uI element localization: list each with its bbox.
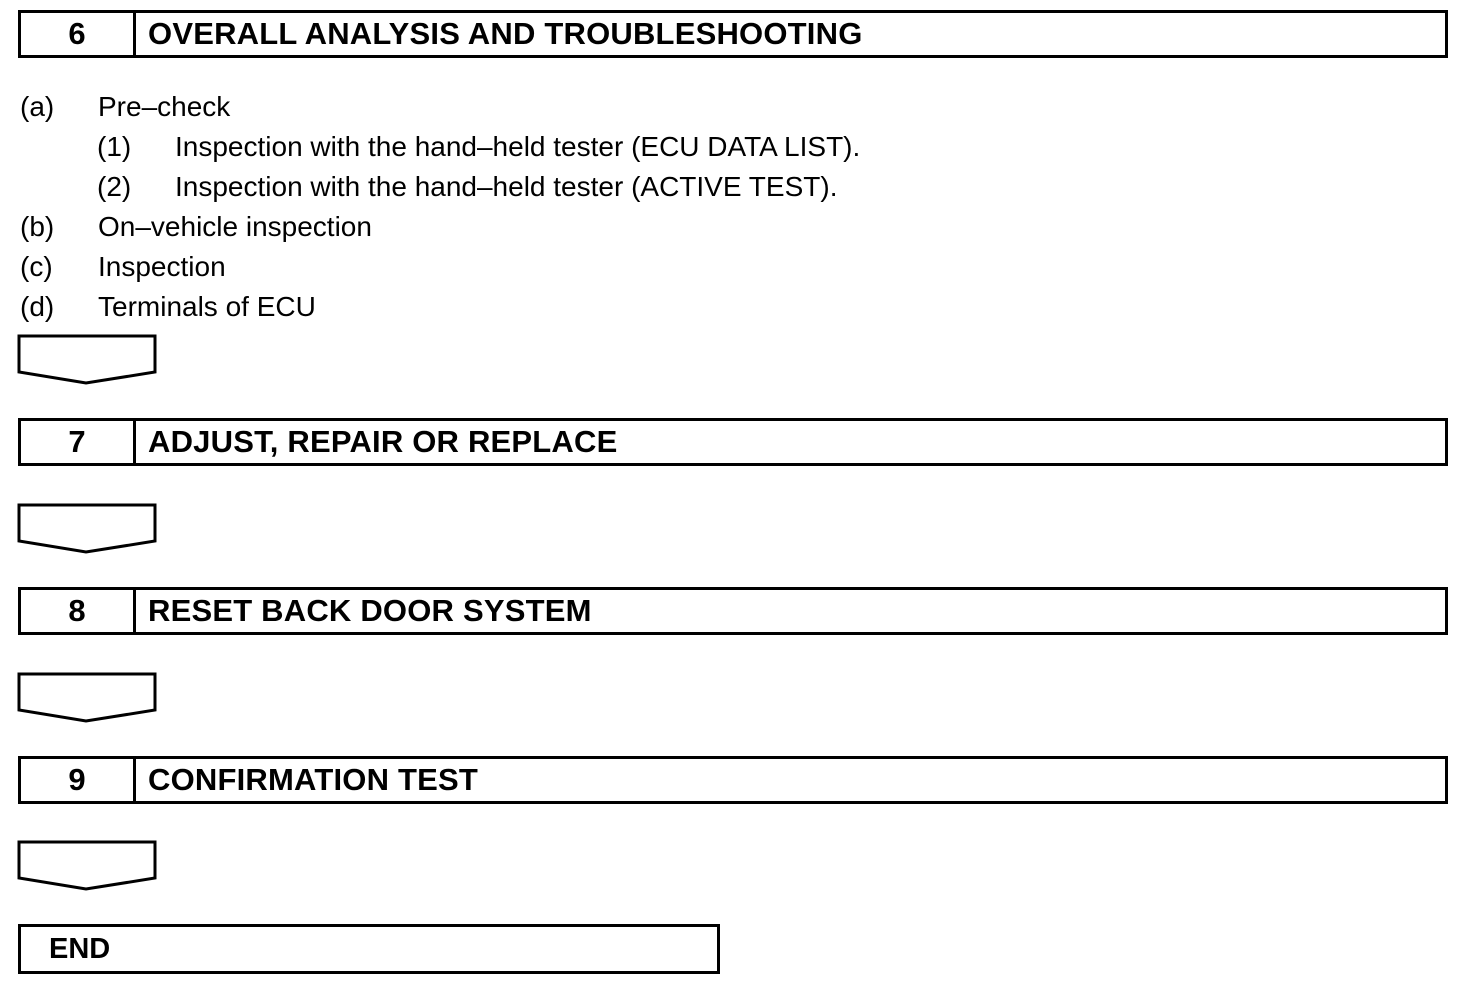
list-item-mark: (2) — [97, 171, 132, 202]
list-item-mark: (c) — [20, 251, 53, 282]
step-title: CONFIRMATION TEST — [148, 762, 479, 797]
list-item-text: Inspection with the hand–held tester (ECU DATA LIST). — [175, 131, 861, 162]
step-8-header — [18, 587, 1448, 635]
list-item-b — [20, 210, 372, 244]
flow-down-arrow-icon — [16, 672, 158, 724]
step-title: ADJUST, REPAIR OR REPLACE — [148, 424, 618, 459]
list-item-text: Inspection — [98, 251, 226, 282]
step-6-header — [18, 10, 1448, 58]
list-item-mark: (1) — [97, 131, 132, 162]
step-7-header — [18, 418, 1448, 466]
list-item-2 — [97, 170, 838, 204]
list-item-text: Pre–check — [98, 91, 231, 122]
step-number: 7 — [21, 421, 136, 463]
step-title: RESET BACK DOOR SYSTEM — [148, 593, 592, 628]
flow-down-arrow-icon — [16, 840, 158, 892]
step-9-header — [18, 756, 1448, 804]
end-label: END — [49, 932, 111, 965]
list-item-text: Inspection with the hand–held tester (ACTIVE TEST). — [175, 171, 838, 202]
step-number: 9 — [21, 759, 136, 801]
flow-down-arrow-icon — [16, 334, 158, 386]
list-item-d — [20, 290, 316, 324]
list-item-text: On–vehicle inspection — [98, 211, 372, 242]
list-item-a — [20, 90, 231, 124]
list-item-c — [20, 250, 226, 284]
list-item-mark: (b) — [20, 211, 55, 242]
list-item-text: Terminals of ECU — [98, 291, 316, 322]
list-item-mark: (d) — [20, 291, 55, 322]
step-number: 6 — [21, 13, 136, 55]
end-box — [18, 924, 720, 974]
list-item-1 — [97, 130, 861, 164]
flow-down-arrow-icon — [16, 503, 158, 555]
list-item-mark: (a) — [20, 91, 55, 122]
step-number: 8 — [21, 590, 136, 632]
step-title: OVERALL ANALYSIS AND TROUBLESHOOTING — [148, 16, 863, 51]
